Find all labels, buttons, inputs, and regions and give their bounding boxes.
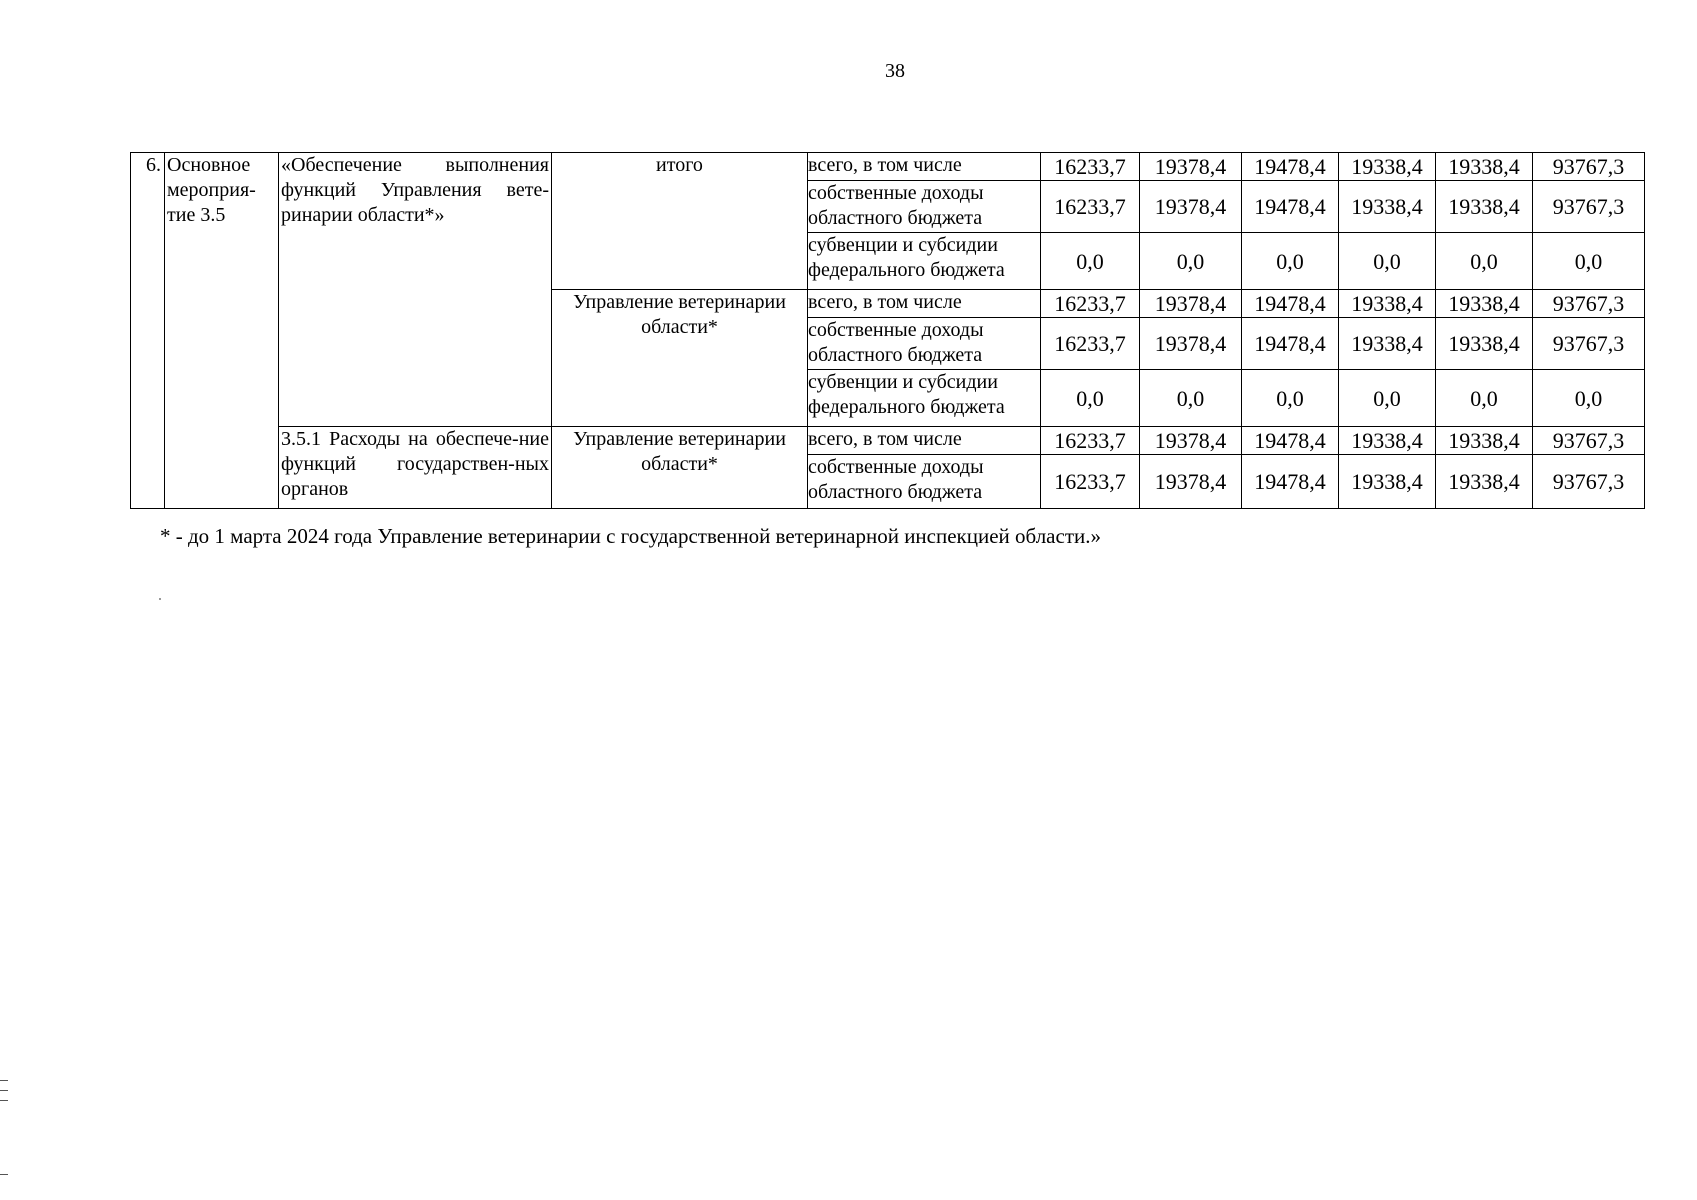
value-cell: 19478,4 xyxy=(1242,455,1339,509)
value-cell: 16233,7 xyxy=(1041,153,1140,181)
source-own-revenue-cell: собственные доходы областного бюджета xyxy=(808,181,1041,233)
sub-activity-cell: 3.5.1 Расходы на обеспече-ние функций государствен-ных органов xyxy=(279,427,552,509)
scan-speck xyxy=(159,598,161,600)
value-cell: 0,0 xyxy=(1533,233,1645,290)
source-all-cell: всего, в том числе xyxy=(808,427,1041,455)
value-cell: 19338,4 xyxy=(1436,290,1533,318)
scan-edge-mark xyxy=(0,1080,8,1081)
source-federal-subsidies-cell: субвенции и субсидии федерального бюджета xyxy=(808,233,1041,290)
value-cell: 19478,4 xyxy=(1242,318,1339,370)
value-cell: 19338,4 xyxy=(1436,318,1533,370)
value-cell: 19338,4 xyxy=(1339,318,1436,370)
source-all-cell: всего, в том числе xyxy=(808,153,1041,181)
executor-vet-department-cell: Управление ветеринарии области* xyxy=(552,290,808,427)
value-cell: 0,0 xyxy=(1140,233,1242,290)
value-cell: 19338,4 xyxy=(1339,181,1436,233)
row-index-cell: 6. xyxy=(131,153,165,509)
footnote: * - до 1 марта 2024 года Управление ветеринарии с государственной ветеринарной инспекцией области.» xyxy=(160,524,1101,548)
page-number: 38 xyxy=(885,60,905,82)
value-cell: 19338,4 xyxy=(1436,427,1533,455)
value-cell: 0,0 xyxy=(1436,233,1533,290)
scan-edge-mark xyxy=(0,1174,8,1175)
table-row xyxy=(131,427,1645,455)
value-cell: 16233,7 xyxy=(1041,290,1140,318)
value-cell: 19378,4 xyxy=(1140,455,1242,509)
value-cell: 19478,4 xyxy=(1242,427,1339,455)
value-cell: 19378,4 xyxy=(1140,427,1242,455)
source-federal-subsidies-cell: субвенции и субсидии федерального бюджета xyxy=(808,370,1041,427)
value-cell: 93767,3 xyxy=(1533,290,1645,318)
value-cell: 0,0 xyxy=(1041,233,1140,290)
source-own-revenue-cell: собственные доходы областного бюджета xyxy=(808,318,1041,370)
budget-table xyxy=(130,152,1645,509)
value-cell: 19478,4 xyxy=(1242,290,1339,318)
value-cell: 0,0 xyxy=(1339,233,1436,290)
value-cell: 0,0 xyxy=(1242,233,1339,290)
value-cell: 93767,3 xyxy=(1533,455,1645,509)
activity-title-cell: «Обеспечение выполнения функций Управления вете-ринарии области*» xyxy=(279,153,552,427)
value-cell: 19338,4 xyxy=(1436,181,1533,233)
value-cell: 93767,3 xyxy=(1533,427,1645,455)
value-cell: 0,0 xyxy=(1533,370,1645,427)
value-cell: 19338,4 xyxy=(1339,290,1436,318)
value-cell: 19338,4 xyxy=(1436,153,1533,181)
value-cell: 19378,4 xyxy=(1140,181,1242,233)
value-cell: 19338,4 xyxy=(1436,455,1533,509)
value-cell: 93767,3 xyxy=(1533,153,1645,181)
value-cell: 93767,3 xyxy=(1533,318,1645,370)
source-all-cell: всего, в том числе xyxy=(808,290,1041,318)
value-cell: 19338,4 xyxy=(1339,455,1436,509)
value-cell: 19338,4 xyxy=(1339,153,1436,181)
value-cell: 16233,7 xyxy=(1041,318,1140,370)
value-cell: 19338,4 xyxy=(1339,427,1436,455)
value-cell: 0,0 xyxy=(1140,370,1242,427)
value-cell: 0,0 xyxy=(1436,370,1533,427)
value-cell: 16233,7 xyxy=(1041,427,1140,455)
value-cell: 19378,4 xyxy=(1140,290,1242,318)
value-cell: 19378,4 xyxy=(1140,153,1242,181)
scan-edge-mark xyxy=(0,1100,8,1101)
value-cell: 93767,3 xyxy=(1533,181,1645,233)
executor-vet-department-cell: Управление ветеринарии области* xyxy=(552,427,808,509)
value-cell: 0,0 xyxy=(1339,370,1436,427)
value-cell: 16233,7 xyxy=(1041,455,1140,509)
value-cell: 19378,4 xyxy=(1140,318,1242,370)
table-row xyxy=(131,153,1645,181)
value-cell: 0,0 xyxy=(1041,370,1140,427)
value-cell: 16233,7 xyxy=(1041,181,1140,233)
value-cell: 0,0 xyxy=(1242,370,1339,427)
activity-cell: Основное мероприя-тие 3.5 xyxy=(165,153,279,509)
source-own-revenue-cell: собственные доходы областного бюджета xyxy=(808,455,1041,509)
executor-total-cell: итого xyxy=(552,153,808,290)
value-cell: 19478,4 xyxy=(1242,181,1339,233)
value-cell: 19478,4 xyxy=(1242,153,1339,181)
scan-edge-mark xyxy=(0,1090,8,1091)
